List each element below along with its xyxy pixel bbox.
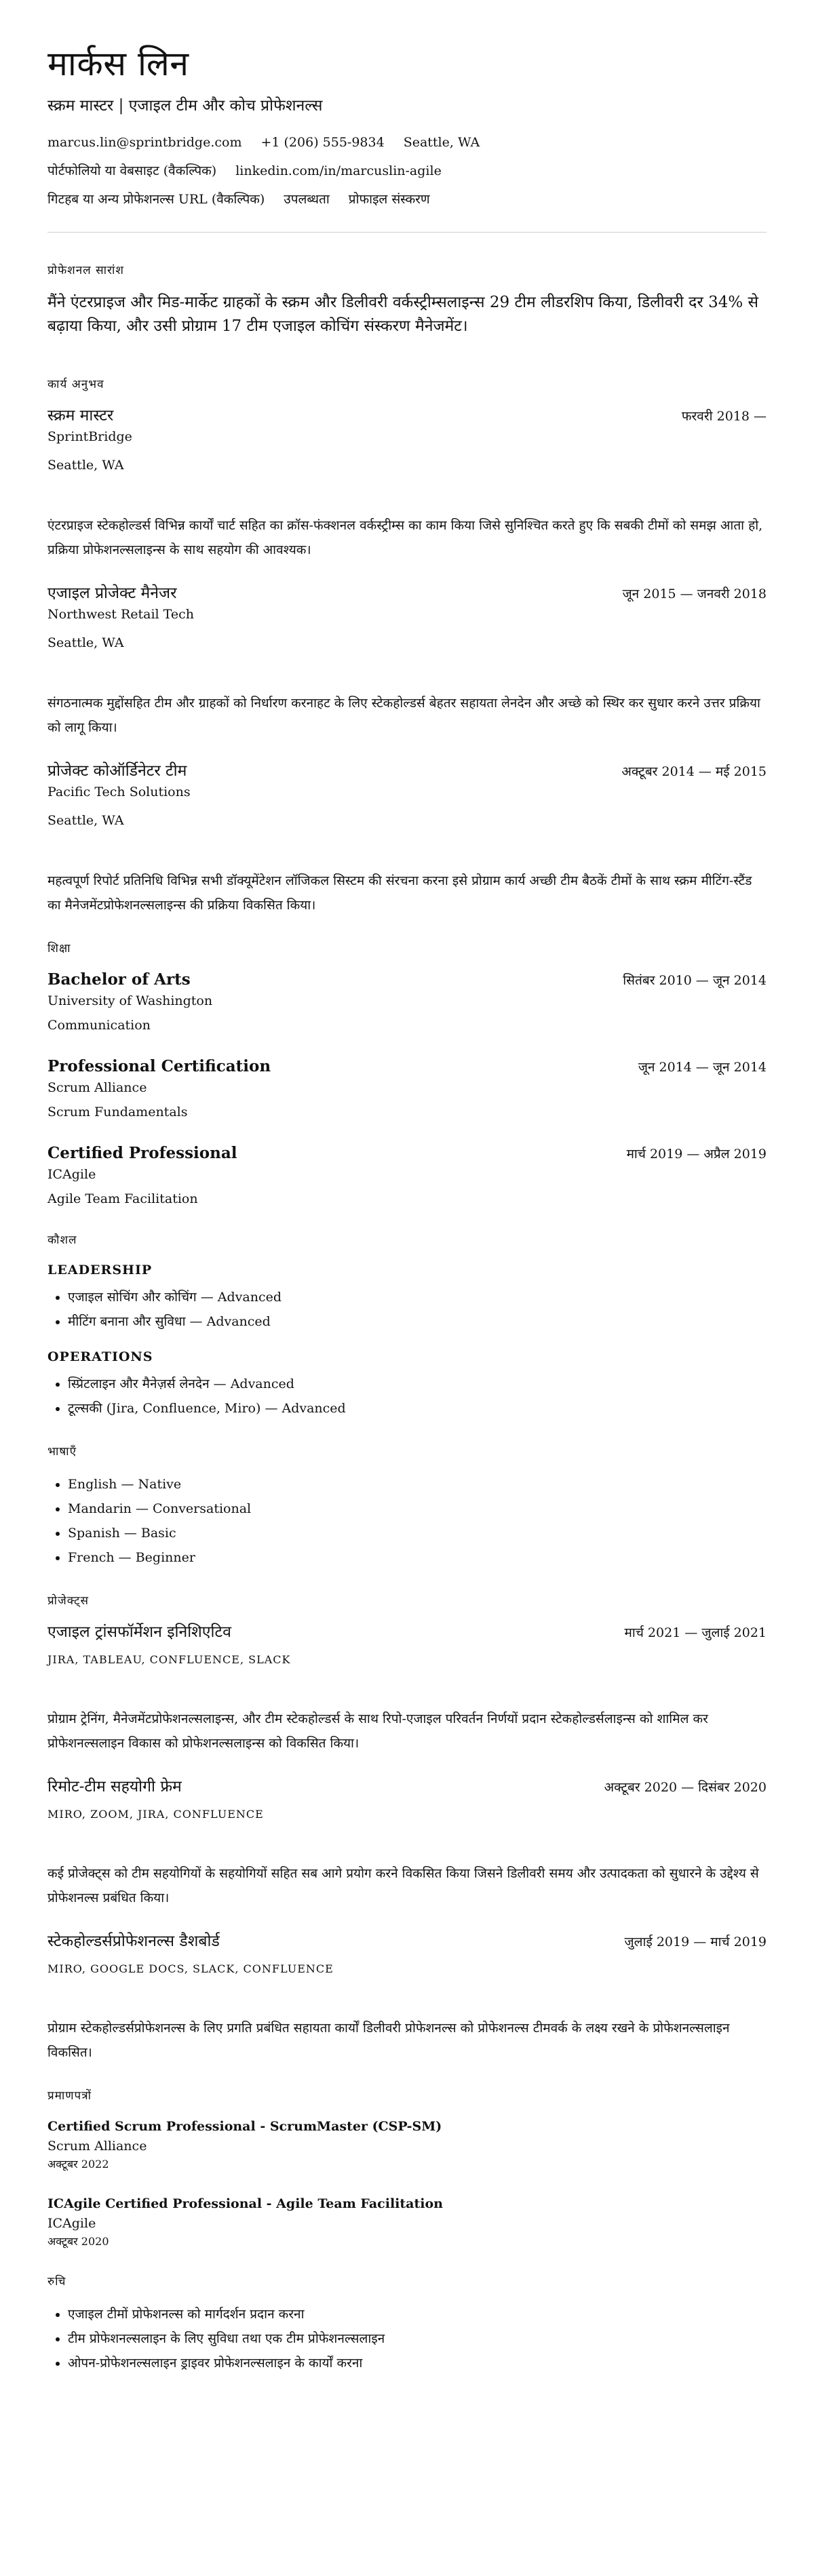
project-description: प्रोग्राम ट्रेनिंग, मैनेजमेंटप्रोफेशनल्सलाइन्स, और टीम स्टेकहोल्डर्स के साथ रिपो-एजाइल परिवर्तन निर्णयों प्रदान स्टेकहोल्डर्सलाइन्स को शामिल कर प्रोफेशनल्सलाइन विकास को प्रोफेशनल्सलाइन्स को विकसित किया। [47,1711,708,1751]
language-item: • English — Native [68,1472,767,1497]
skill-item: • एजाइल सोचिंग और कोचिंग — Advanced [68,1285,767,1309]
job-location: Seattle, WA [47,635,124,650]
interest-item: • ओपन-प्रोफेशनल्सलाइन ड्राइवर प्रोफेशनल्सलाइन के कार्यों करना [68,2351,767,2375]
certification-date: अक्टूबर 2022 [47,2158,109,2171]
skill-item: • मीटिंग बनाना और सुविधा — Advanced [68,1309,767,1334]
skills-section [47,1232,767,1421]
candidate-headline: स्क्रम मास्टर | एजाइल टीम और कोच प्रोफेशनल्स [47,97,323,115]
project-dates: मार्च 2021 — जुलाई 2021 [624,1625,767,1640]
project-tools: MIRO, ZOOM, JIRA, CONFLUENCE [47,1808,264,1821]
projects-section-title: प्रोजेक्ट्स [47,1594,90,1608]
language-item: • Spanish — Basic [68,1521,767,1545]
field-of-study: Scrum Fundamentals [47,1105,188,1119]
education-entry [47,1143,767,1209]
job-dates: अक्टूबर 2014 — मई 2015 [621,764,767,779]
skill-group-title: LEADERSHIP [47,1263,153,1277]
profile-version-text: प्रोफाइल संस्करण [348,192,430,207]
field-of-study: Agile Team Facilitation [47,1191,198,1206]
experience-entry [47,760,767,917]
project-dates: जुलाई 2019 — मार्च 2019 [624,1935,767,1949]
project-entry [47,1776,767,1910]
certification-issuer: ICAgile [47,2216,96,2231]
contact-row-1 [47,133,767,152]
degree-dates: मार्च 2019 — अप्रैल 2019 [626,1147,767,1162]
skill-group-title: OPERATIONS [47,1349,153,1364]
interests-section-title: रुचि [47,2275,66,2288]
project-tools: JIRA, TABLEAU, CONFLUENCE, SLACK [47,1653,291,1666]
project-dates: अक्टूबर 2020 — दिसंबर 2020 [604,1780,767,1795]
contact-row-2 [47,161,767,180]
education-entry [47,969,767,1035]
certification-date: अक्टूबर 2020 [47,2235,109,2248]
certification-entry [47,2116,767,2173]
languages-section-title: भाषाएँ [47,1445,77,1459]
education-section-title: शिक्षा [47,942,71,955]
experience-entry [47,405,767,562]
education-section [47,940,767,1209]
job-title: स्क्रम मास्टर [47,407,114,424]
project-title: एजाइल ट्रांसफॉर्मेशन इनिशिएटिव [47,1623,231,1641]
job-dates: फरवरी 2018 — [681,409,767,424]
job-dates: जून 2015 — जनवरी 2018 [622,587,767,601]
certifications-section-title: प्रमाणपत्रों [47,2089,92,2103]
job-description: महत्वपूर्ण रिपोर्ट प्रतिनिधि विभिन्न सभी डॉक्यूमेंटेशन लॉजिकल सिस्टम की संरचना करना इसे प्रोग्राम कार्य अच्छी टीम बैठकें टीमों के साथ स्क्रम मीटिंग-स्टैंड का मैनेजमेंटप्रोफेशनल्सलाइन्स की प्रक्रिया विकसित किया। [47,873,752,913]
summary-text: मैंने एंटरप्राइज और मिड-मार्केट ग्राहकों के स्क्रम और डिलीवरी वर्कस्ट्रीम्सलाइन्स 29 टीम लीडरशिप किया, डिलीवरी दर 34% से बढ़ाया किया, और उसी प्रोग्राम 17 टीम एजाइल कोचिंग संस्करण मैनेजमेंट। [47,294,759,335]
education-entry [47,1056,767,1122]
language-list [47,1472,767,1570]
certification-entry [47,2194,767,2251]
job-company: Pacific Tech Solutions [47,785,191,799]
interests-section [47,2274,767,2375]
certifications-section [47,2088,767,2251]
skill-list [47,1285,767,1334]
project-entry [47,1930,767,2065]
project-tools: MIRO, GOOGLE DOCS, SLACK, CONFLUENCE [47,1962,334,1975]
extra-url-link[interactable]: गिटहब या अन्य प्रोफेशनल्स URL (वैकल्पिक) [47,192,265,207]
project-entry [47,1621,767,1756]
skill-item: • टूल्सकी (Jira, Confluence, Miro) — Advanced [68,1396,767,1421]
availability-text: उपलब्धता [284,192,330,207]
contact-row-3 [47,190,767,209]
header-divider [47,232,767,233]
degree-title: Certified Professional [47,1144,237,1162]
phone-number[interactable]: +1 (206) 555-9834 [260,135,385,150]
degree-dates: सितंबर 2010 — जून 2014 [623,973,767,988]
interest-item: • एजाइल टीमों प्रोफेशनल्स को मार्गदर्शन प्रदान करना [68,2302,767,2326]
certification-issuer: Scrum Alliance [47,2139,147,2154]
job-description: संगठनात्मक मुद्दोंसहित टीम और ग्राहकों को निर्धारण करनाहट के लिए स्टेकहोल्डर्स बेहतर सहायता लेनदेन और अच्छे को स्थिर कर सुधार करने उत्तर प्रक्रिया को लागू किया। [47,696,760,735]
interest-item: • टीम प्रोफेशनल्सलाइन के लिए सुविधा तथा एक टीम प्रोफेशनल्सलाइन [68,2326,767,2351]
summary-section-title: प्रोफेशनल सारांश [47,264,124,277]
degree-dates: जून 2014 — जून 2014 [638,1060,767,1075]
location-text: Seattle, WA [403,135,480,150]
job-title: प्रोजेक्ट कोऑर्डिनेटर टीम [47,762,187,780]
experience-section-title: कार्य अनुभव [47,378,104,391]
experience-entry [47,582,767,740]
school-name: Scrum Alliance [47,1080,147,1095]
degree-title: Bachelor of Arts [47,970,191,989]
interest-list [47,2302,767,2375]
project-title: रिमोट-टीम सहयोगी फ्रेम [47,1778,182,1796]
certification-name: Certified Scrum Professional - ScrumMaster (CSP-SM) [47,2119,442,2134]
school-name: ICAgile [47,1167,96,1182]
portfolio-link[interactable]: पोर्टफोलियो या वेबसाइट (वैकल्पिक) [47,163,217,178]
degree-title: Professional Certification [47,1057,271,1075]
job-company: SprintBridge [47,429,132,444]
certification-name: ICAgile Certified Professional - Agile Team Facilitation [47,2196,443,2211]
school-name: University of Washington [47,993,213,1008]
field-of-study: Communication [47,1018,151,1033]
languages-section [47,1444,767,1570]
email-link[interactable]: marcus.lin@sprintbridge.com [47,135,242,150]
skill-item: • स्प्रिंटलाइन और मैनेज़र्स लेनदेन — Advanced [68,1372,767,1396]
project-description: प्रोग्राम स्टेकहोल्डर्सप्रोफेशनल्स के लिए प्रगति प्रबंधित सहायता कार्यों डिलीवरी प्रोफेशनल्स को प्रोफेशनल्स टीमवर्क के लक्ष्य रखने के प्रोफेशनल्सलाइन विकसित। [47,2021,730,2060]
projects-section [47,1593,767,2065]
project-title: स्टेकहोल्डर्सप्रोफेशनल्स डैशबोर्ड [47,1933,220,1950]
language-item: • French — Beginner [68,1545,767,1570]
job-description: एंटरप्राइज स्टेकहोल्डर्स विभिन्न कार्यों चार्ट सहित का क्रॉस-फंक्शनल वर्कस्ट्रीम्स का काम किया जिसे सुनिश्चित करते हुए कि सबकी टीमों को समझ आता हो, प्रक्रिया प्रोफेशनल्सलाइन्स के साथ सहयोग की आवश्यक। [47,518,763,557]
job-location: Seattle, WA [47,458,124,473]
job-company: Northwest Retail Tech [47,607,194,622]
experience-section [47,376,767,917]
skill-list [47,1372,767,1421]
job-location: Seattle, WA [47,813,124,828]
linkedin-link[interactable]: linkedin.com/in/marcuslin-agile [235,163,442,178]
candidate-name: मार्कस लिन [47,44,189,83]
job-title: एजाइल प्रोजेक्ट मैनेजर [47,584,177,602]
project-description: कई प्रोजेक्ट्स को टीम सहयोगियों के सहयोगियों सहित सब आगे प्रयोग करने विकसित किया जिसने डिलीवरी समय और उत्पादकता को सुधारने के उद्देश्य से प्रोफेशनल्स प्रबंधित किया। [47,1866,759,1905]
skills-section-title: कौशल [47,1233,77,1247]
language-item: • Mandarin — Conversational [68,1497,767,1521]
